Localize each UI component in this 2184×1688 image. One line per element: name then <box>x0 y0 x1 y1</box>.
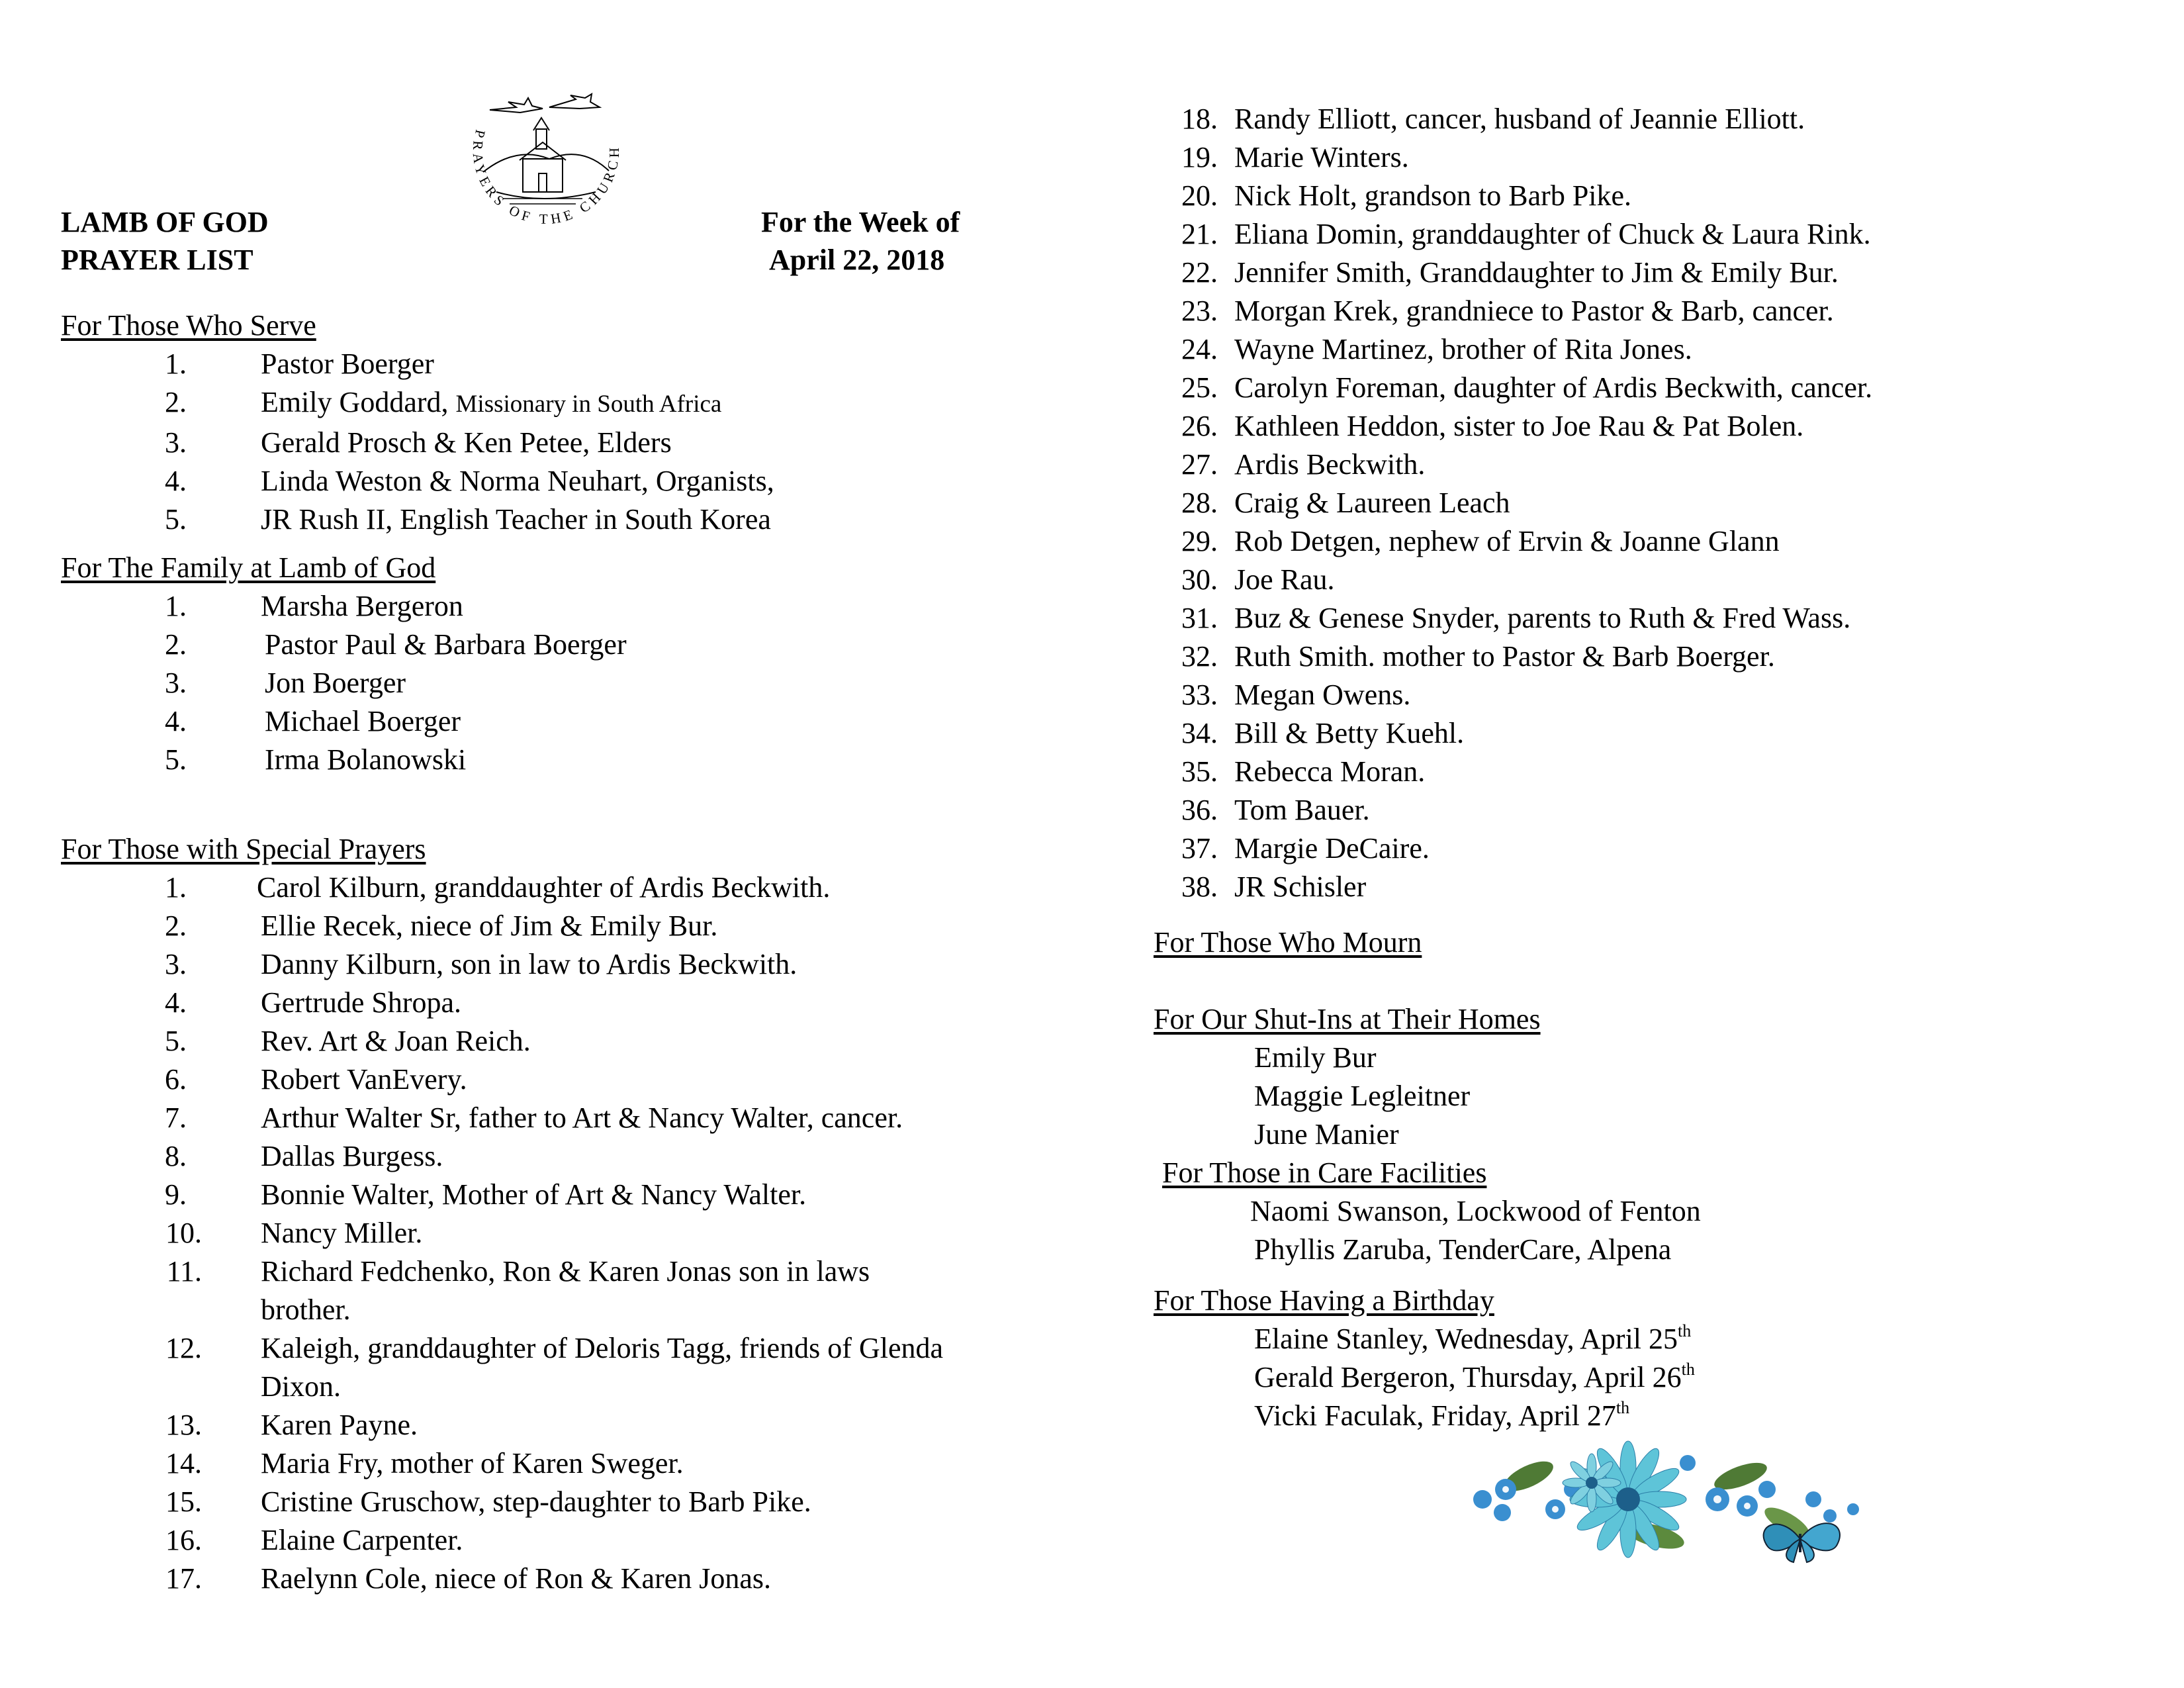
item-text: Karen Payne. <box>261 1409 418 1441</box>
item-number: 17. <box>165 1562 202 1595</box>
list-item <box>1125 254 1872 292</box>
item-text: Linda Weston & Norma Neuhart, Organists, <box>261 465 774 497</box>
item-number: 26. <box>1181 410 1218 442</box>
list-item <box>0 587 627 626</box>
item-number: 32. <box>1181 640 1218 673</box>
item-number: 25. <box>1181 371 1218 404</box>
list-item <box>1125 484 1872 522</box>
item-number: 21. <box>1181 218 1218 250</box>
item-text: Joe Rau. <box>1234 563 1335 596</box>
item-text: Cristine Gruschow, step-daughter to Barb Pike. <box>261 1485 811 1518</box>
item-text: Bonnie Walter, Mother of Art & Nancy Walter. <box>261 1178 807 1211</box>
list-item <box>0 868 943 907</box>
item-text: Ellie Recek, niece of Jim & Emily Bur. <box>261 910 718 942</box>
ordinal-suffix: th <box>1678 1321 1692 1341</box>
prayers-of-the-church-logo <box>450 93 642 242</box>
item-text: Elaine Stanley, Wednesday, April 25 <box>1254 1323 1678 1355</box>
list-item <box>0 1137 943 1176</box>
item-number: 4. <box>165 465 187 497</box>
item-text: Arthur Walter Sr, father to Art & Nancy Walter, cancer. <box>261 1102 903 1134</box>
item-text: Emily Goddard, <box>261 386 449 418</box>
item-number: 3. <box>165 426 187 459</box>
list-item <box>1125 292 1872 330</box>
list-item: Naomi Swanson, Lockwood of Fenton <box>1250 1195 1701 1227</box>
item-text: Pastor Boerger <box>261 348 434 380</box>
list-item <box>1125 330 1872 369</box>
section-family-heading: For The Family at Lamb of God <box>61 551 436 584</box>
list-item-continuation <box>0 1368 943 1406</box>
list-item <box>1125 215 1872 254</box>
list-item <box>0 1022 943 1060</box>
list-item <box>1125 561 1872 599</box>
list-item <box>0 500 774 539</box>
item-number: 16. <box>165 1524 202 1556</box>
item-number: 34. <box>1181 717 1218 749</box>
item-number: 27. <box>1181 448 1218 481</box>
list-item: Maggie Legleitner <box>1254 1080 1471 1112</box>
item-number: 1. <box>165 348 187 380</box>
item-text: Robert VanEvery. <box>261 1063 467 1096</box>
list-item <box>1125 637 1872 676</box>
item-number: 29. <box>1181 525 1218 557</box>
list-item <box>0 1214 943 1252</box>
week-label: For the Week of <box>761 206 960 238</box>
item-number: 3. <box>165 948 187 980</box>
daisy-flower <box>1563 1454 1621 1512</box>
item-text: Nick Holt, grandson to Barb Pike. <box>1234 179 1632 212</box>
item-number: 9. <box>165 1178 187 1211</box>
item-text: Vicki Faculak, Friday, April 27 <box>1254 1399 1616 1432</box>
item-number: 24. <box>1181 333 1218 365</box>
item-text: Marsha Bergeron <box>261 590 463 622</box>
list-item: Emily Bur <box>1254 1041 1377 1074</box>
item-number: 18. <box>1181 103 1218 135</box>
item-text: Ruth Smith. mother to Pastor & Barb Boerger. <box>1234 640 1775 673</box>
item-text: Gerald Prosch & Ken Petee, Elders <box>261 426 672 459</box>
logo-text: PRAYERS OF THE CHURCH <box>469 128 623 227</box>
item-text: Margie DeCaire. <box>1234 832 1430 865</box>
item-number: 2. <box>165 910 187 942</box>
week-date: April 22, 2018 <box>769 244 945 276</box>
item-text: Dallas Burgess. <box>261 1140 443 1172</box>
svg-text:PRAYERS OF THE CHURCH <box>470 128 622 227</box>
list-item <box>0 984 943 1022</box>
list-item <box>1125 522 1872 561</box>
item-text: Kathleen Heddon, sister to Joe Rau & Pat Bolen. <box>1234 410 1804 442</box>
item-number: 19. <box>1181 141 1218 173</box>
list-item <box>0 1444 943 1483</box>
item-text: Maria Fry, mother of Karen Sweger. <box>261 1447 684 1479</box>
section-special-heading: For Those with Special Prayers <box>61 833 426 865</box>
section-care-heading: For Those in Care Facilities <box>1162 1156 1487 1189</box>
item-number: 36. <box>1181 794 1218 826</box>
list-item <box>1254 1320 1695 1358</box>
item-number: 5. <box>165 743 187 776</box>
item-text: Jennifer Smith, Granddaughter to Jim & Emily Bur. <box>1234 256 1839 289</box>
list-item <box>0 1060 943 1099</box>
item-text: Raelynn Cole, niece of Ron & Karen Jonas. <box>261 1562 772 1595</box>
item-number: 14. <box>165 1447 202 1479</box>
item-number: 23. <box>1181 295 1218 327</box>
item-text: Rev. Art & Joan Reich. <box>261 1025 531 1057</box>
list-item <box>0 1099 943 1137</box>
item-text: Jon Boerger <box>265 667 406 699</box>
list-item <box>0 1521 943 1560</box>
item-number: 12. <box>165 1332 202 1364</box>
title-line-2: PRAYER LIST <box>61 244 253 276</box>
item-number: 2. <box>165 386 187 418</box>
item-text: Nancy Miller. <box>261 1217 423 1249</box>
list-item <box>0 1329 943 1368</box>
item-text: Carolyn Foreman, daughter of Ardis Beckwith, cancer. <box>1234 371 1873 404</box>
list-item <box>0 1176 943 1214</box>
item-text: Dixon. <box>261 1370 341 1403</box>
section-birthday-heading: For Those Having a Birthday <box>1154 1284 1494 1317</box>
item-number: 20. <box>1181 179 1218 212</box>
list-item <box>0 1252 943 1291</box>
item-text: Craig & Laureen Leach <box>1234 487 1510 519</box>
item-text: Tom Bauer. <box>1234 794 1370 826</box>
item-text: Gerald Bergeron, Thursday, April 26 <box>1254 1361 1682 1393</box>
list-item <box>0 1406 943 1444</box>
item-number: 1. <box>165 871 187 904</box>
special-list-left <box>0 868 943 1598</box>
list-item <box>1125 676 1872 714</box>
item-number: 5. <box>165 503 187 536</box>
item-number: 13. <box>165 1409 202 1441</box>
section-mourn-heading: For Those Who Mourn <box>1154 926 1422 959</box>
item-number: 33. <box>1181 679 1218 711</box>
item-text: Richard Fedchenko, Ron & Karen Jonas son in laws <box>261 1255 870 1288</box>
item-text: Elaine Carpenter. <box>261 1524 463 1556</box>
item-text: JR Rush II, English Teacher in South Korea <box>261 503 771 536</box>
list-item <box>0 702 627 741</box>
list-item <box>1254 1358 1695 1397</box>
item-text: Wayne Martinez, brother of Rita Jones. <box>1234 333 1692 365</box>
item-text: Danny Kilburn, son in law to Ardis Beckwith. <box>261 948 797 980</box>
flowers-butterfly-illustration <box>1456 1436 1880 1569</box>
item-text: Kaleigh, granddaughter of Deloris Tagg, friends of Glenda <box>261 1332 944 1364</box>
item-text: brother. <box>261 1293 351 1326</box>
list-item <box>1125 138 1872 177</box>
item-text: Gertrude Shropa. <box>261 986 462 1019</box>
list-item <box>1125 791 1872 829</box>
birthday-list <box>1254 1320 1695 1435</box>
special-list-right <box>1125 100 1872 906</box>
item-text: Bill & Betty Kuehl. <box>1234 717 1465 749</box>
list-item <box>1254 1397 1695 1435</box>
list-item: June Manier <box>1254 1118 1399 1150</box>
list-item <box>1125 753 1872 791</box>
item-number: 6. <box>165 1063 187 1096</box>
list-item <box>0 1560 943 1598</box>
item-text: Michael Boerger <box>265 705 461 737</box>
item-text: Marie Winters. <box>1234 141 1409 173</box>
list-item <box>1125 407 1872 445</box>
item-number: 8. <box>165 1140 187 1172</box>
item-text: Randy Elliott, cancer, husband of Jeannie Elliott. <box>1234 103 1805 135</box>
list-item <box>0 462 774 500</box>
serve-list <box>0 345 774 539</box>
list-item <box>0 907 943 945</box>
item-number: 4. <box>165 986 187 1019</box>
list-item <box>0 664 627 702</box>
ordinal-suffix: th <box>1615 1398 1630 1418</box>
list-item <box>1125 445 1872 484</box>
list-item <box>0 1483 943 1521</box>
list-item: Phyllis Zaruba, TenderCare, Alpena <box>1254 1233 1672 1266</box>
item-number: 11. <box>166 1255 202 1288</box>
list-item <box>0 424 774 462</box>
list-item <box>1125 714 1872 753</box>
item-number: 1. <box>165 590 187 622</box>
item-text: Carol Kilburn, granddaughter of Ardis Beckwith. <box>257 871 831 904</box>
item-number: 15. <box>165 1485 202 1518</box>
section-serve-heading: For Those Who Serve <box>61 309 316 342</box>
title-line-1: LAMB OF GOD <box>61 206 269 238</box>
item-number: 35. <box>1181 755 1218 788</box>
list-item <box>0 945 943 984</box>
item-text: Ardis Beckwith. <box>1234 448 1426 481</box>
list-item <box>0 345 774 383</box>
list-item <box>1125 369 1872 407</box>
list-item <box>1125 100 1872 138</box>
item-number: 10. <box>165 1217 202 1249</box>
item-text: Morgan Krek, grandniece to Pastor & Barb, cancer. <box>1234 295 1834 327</box>
item-note: Missionary in South Africa <box>455 391 722 418</box>
item-number: 3. <box>165 667 187 699</box>
list-item-continuation <box>0 1291 943 1329</box>
list-item <box>0 626 627 664</box>
item-number: 31. <box>1181 602 1218 634</box>
care-list <box>1250 1192 1701 1269</box>
item-text: Eliana Domin, granddaughter of Chuck & Laura Rink. <box>1234 218 1871 250</box>
item-number: 2. <box>165 628 187 661</box>
item-number: 30. <box>1181 563 1218 596</box>
item-number: 7. <box>165 1102 187 1134</box>
item-text: Megan Owens. <box>1234 679 1411 711</box>
list-item <box>1125 599 1872 637</box>
list-item <box>0 741 627 779</box>
item-number: 5. <box>165 1025 187 1057</box>
item-number: 22. <box>1181 256 1218 289</box>
item-number: 37. <box>1181 832 1218 865</box>
section-shutins-heading: For Our Shut-Ins at Their Homes <box>1154 1003 1541 1035</box>
item-text: Pastor Paul & Barbara Boerger <box>265 628 627 661</box>
list-item <box>1125 177 1872 215</box>
item-text: Buz & Genese Snyder, parents to Ruth & Fred Wass. <box>1234 602 1851 634</box>
item-number: 28. <box>1181 487 1218 519</box>
list-item <box>0 383 774 424</box>
item-number: 4. <box>165 705 187 737</box>
ordinal-suffix: th <box>1681 1360 1695 1380</box>
family-list <box>0 587 627 779</box>
item-text: Rebecca Moran. <box>1234 755 1426 788</box>
item-text: JR Schisler <box>1234 870 1367 903</box>
item-number: 38. <box>1181 870 1218 903</box>
list-item <box>1125 868 1872 906</box>
item-text: Rob Detgen, nephew of Ervin & Joanne Glann <box>1234 525 1780 557</box>
shutins-list <box>1254 1039 1470 1154</box>
list-item <box>1125 829 1872 868</box>
item-text: Irma Bolanowski <box>265 743 467 776</box>
